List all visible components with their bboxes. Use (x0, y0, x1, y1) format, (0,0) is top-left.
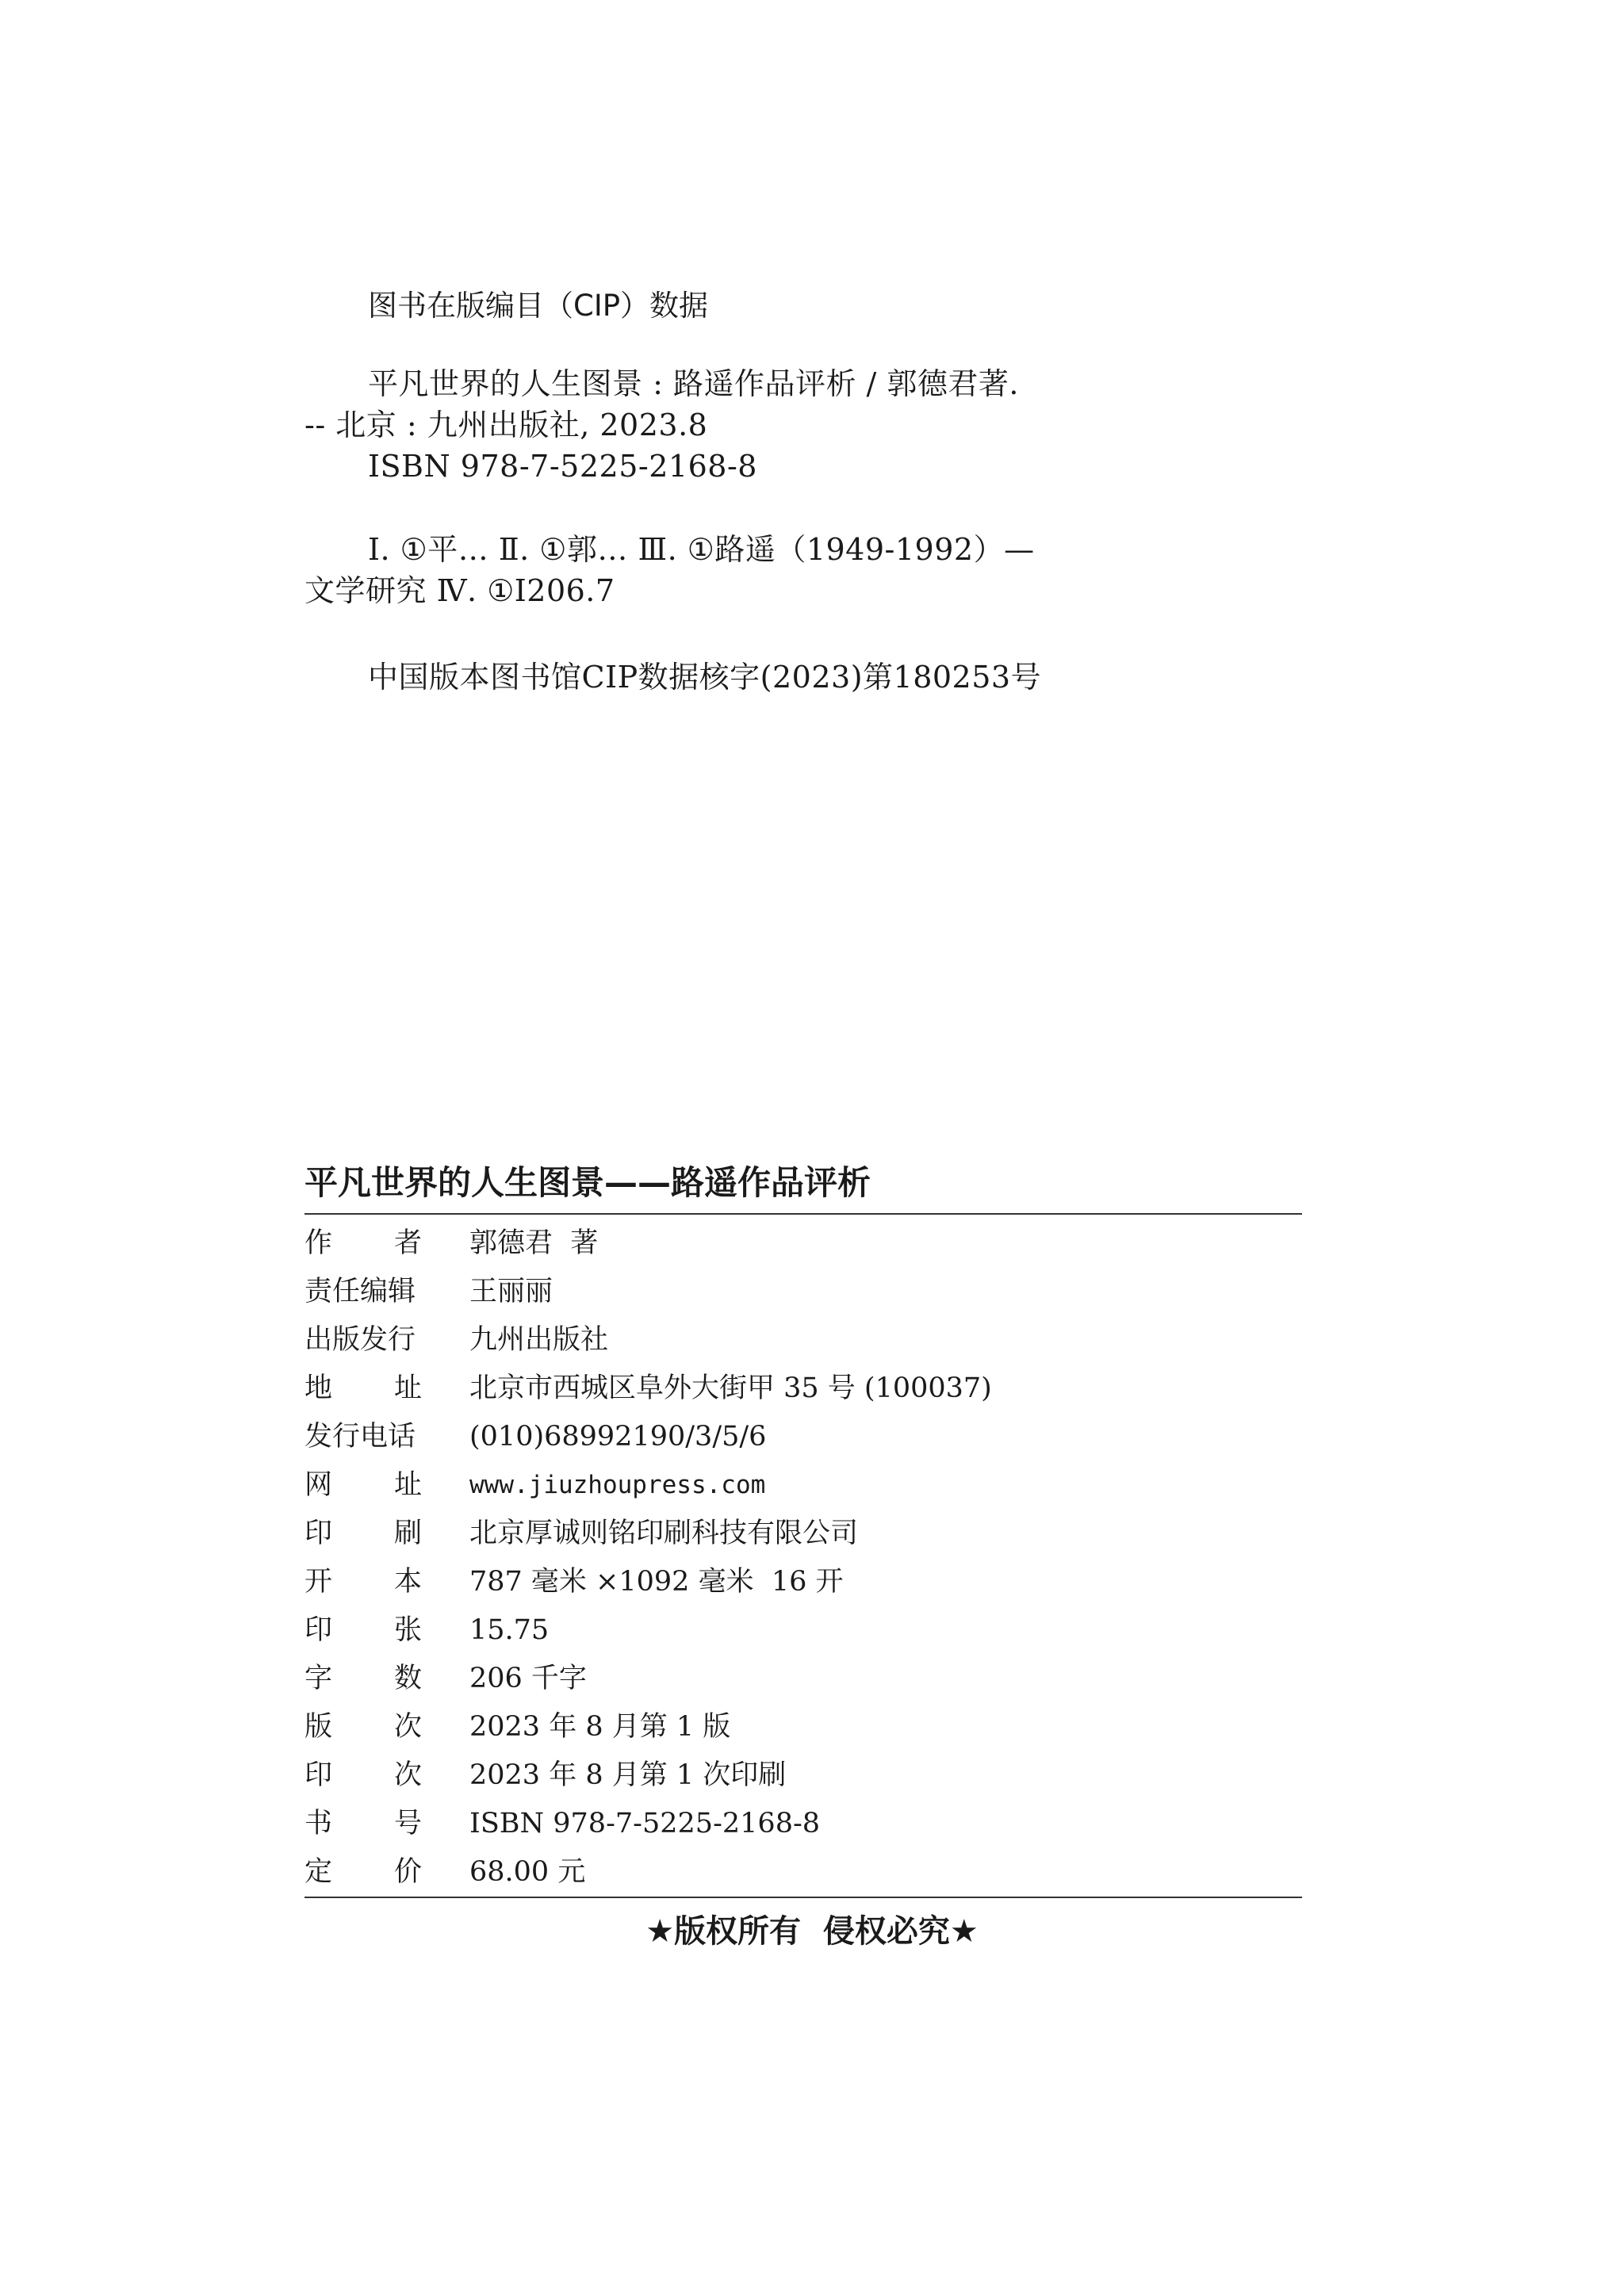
info-label: 作 者 (304, 1227, 422, 1259)
info-value: 北京市西城区阜外大街甲 35 号 (100037) (469, 1372, 992, 1404)
info-value: 206 千字 (469, 1663, 587, 1694)
info-label: 字 数 (304, 1663, 422, 1694)
book-title: 平凡世界的人生图景——路遥作品评析 (304, 1163, 871, 1202)
cip-subject-line: Ⅰ. ①平… Ⅱ. ①郭… Ⅲ. ①路遥（1949-1992）— (368, 532, 1035, 567)
info-value: ISBN 978-7-5225-2168-8 (469, 1808, 821, 1839)
publication-info-table (304, 1219, 1302, 1897)
info-value: 郭德君 著 (469, 1227, 599, 1259)
info-row-format (304, 1558, 1302, 1606)
info-row-printer (304, 1510, 1302, 1558)
info-row-phone (304, 1413, 1302, 1461)
info-row-printing (304, 1751, 1302, 1800)
copyright-notice: ★版权所有 侵权必究★ (645, 1913, 979, 1950)
info-label: 版 次 (304, 1711, 422, 1743)
cip-entry-line: -- 北京 : 九州出版社, 2023.8 (304, 408, 708, 442)
info-row-word-count (304, 1655, 1302, 1703)
info-label: 发行电话 (304, 1421, 416, 1453)
website-link[interactable]: www.jiuzhoupress.com (469, 1471, 766, 1499)
info-label: 定 价 (304, 1856, 422, 1888)
info-label: 书 号 (304, 1808, 422, 1839)
cip-entry-line: 平凡世界的人生图景 : 路遥作品评析 / 郭德君著. (368, 366, 1020, 401)
info-value: 九州出版社 (469, 1324, 609, 1356)
cip-heading: 图书在版编目（CIP）数据 (368, 289, 709, 323)
info-label: 印 次 (304, 1759, 422, 1791)
info-row-editor (304, 1268, 1302, 1316)
cip-catalog-number: 中国版本图书馆CIP数据核字(2023)第180253号 (368, 660, 1042, 695)
info-row-address (304, 1365, 1302, 1413)
info-value: 王丽丽 (469, 1276, 553, 1307)
bottom-rule (304, 1897, 1302, 1898)
info-value: 2023 年 8 月第 1 次印刷 (469, 1759, 787, 1791)
cip-subject-line: 文学研究 Ⅳ. ①I206.7 (304, 573, 615, 608)
info-label: 地 址 (304, 1372, 422, 1404)
info-row-website (304, 1461, 1302, 1510)
info-value: (010)68992190/3/5/6 (469, 1421, 767, 1453)
info-value: 68.00 元 (469, 1856, 586, 1888)
info-value: 北京厚诚则铭印刷科技有限公司 (469, 1518, 859, 1549)
cip-isbn-line: ISBN 978-7-5225-2168-8 (368, 449, 757, 484)
info-row-sheets (304, 1606, 1302, 1655)
info-label: 印 张 (304, 1614, 422, 1646)
info-label: 网 址 (304, 1469, 422, 1501)
info-row-price (304, 1848, 1302, 1897)
info-label: 责任编辑 (304, 1276, 416, 1307)
info-label: 出版发行 (304, 1324, 416, 1356)
info-row-isbn (304, 1800, 1302, 1848)
top-rule (304, 1213, 1302, 1215)
info-row-edition (304, 1703, 1302, 1751)
info-value: 2023 年 8 月第 1 版 (469, 1711, 731, 1743)
info-label: 开 本 (304, 1566, 422, 1598)
info-value: 15.75 (469, 1614, 550, 1646)
info-row-author (304, 1219, 1302, 1268)
info-row-publisher (304, 1316, 1302, 1365)
info-label: 印 刷 (304, 1518, 422, 1549)
info-value: 787 毫米 ×1092 毫米 16 开 (469, 1566, 844, 1598)
